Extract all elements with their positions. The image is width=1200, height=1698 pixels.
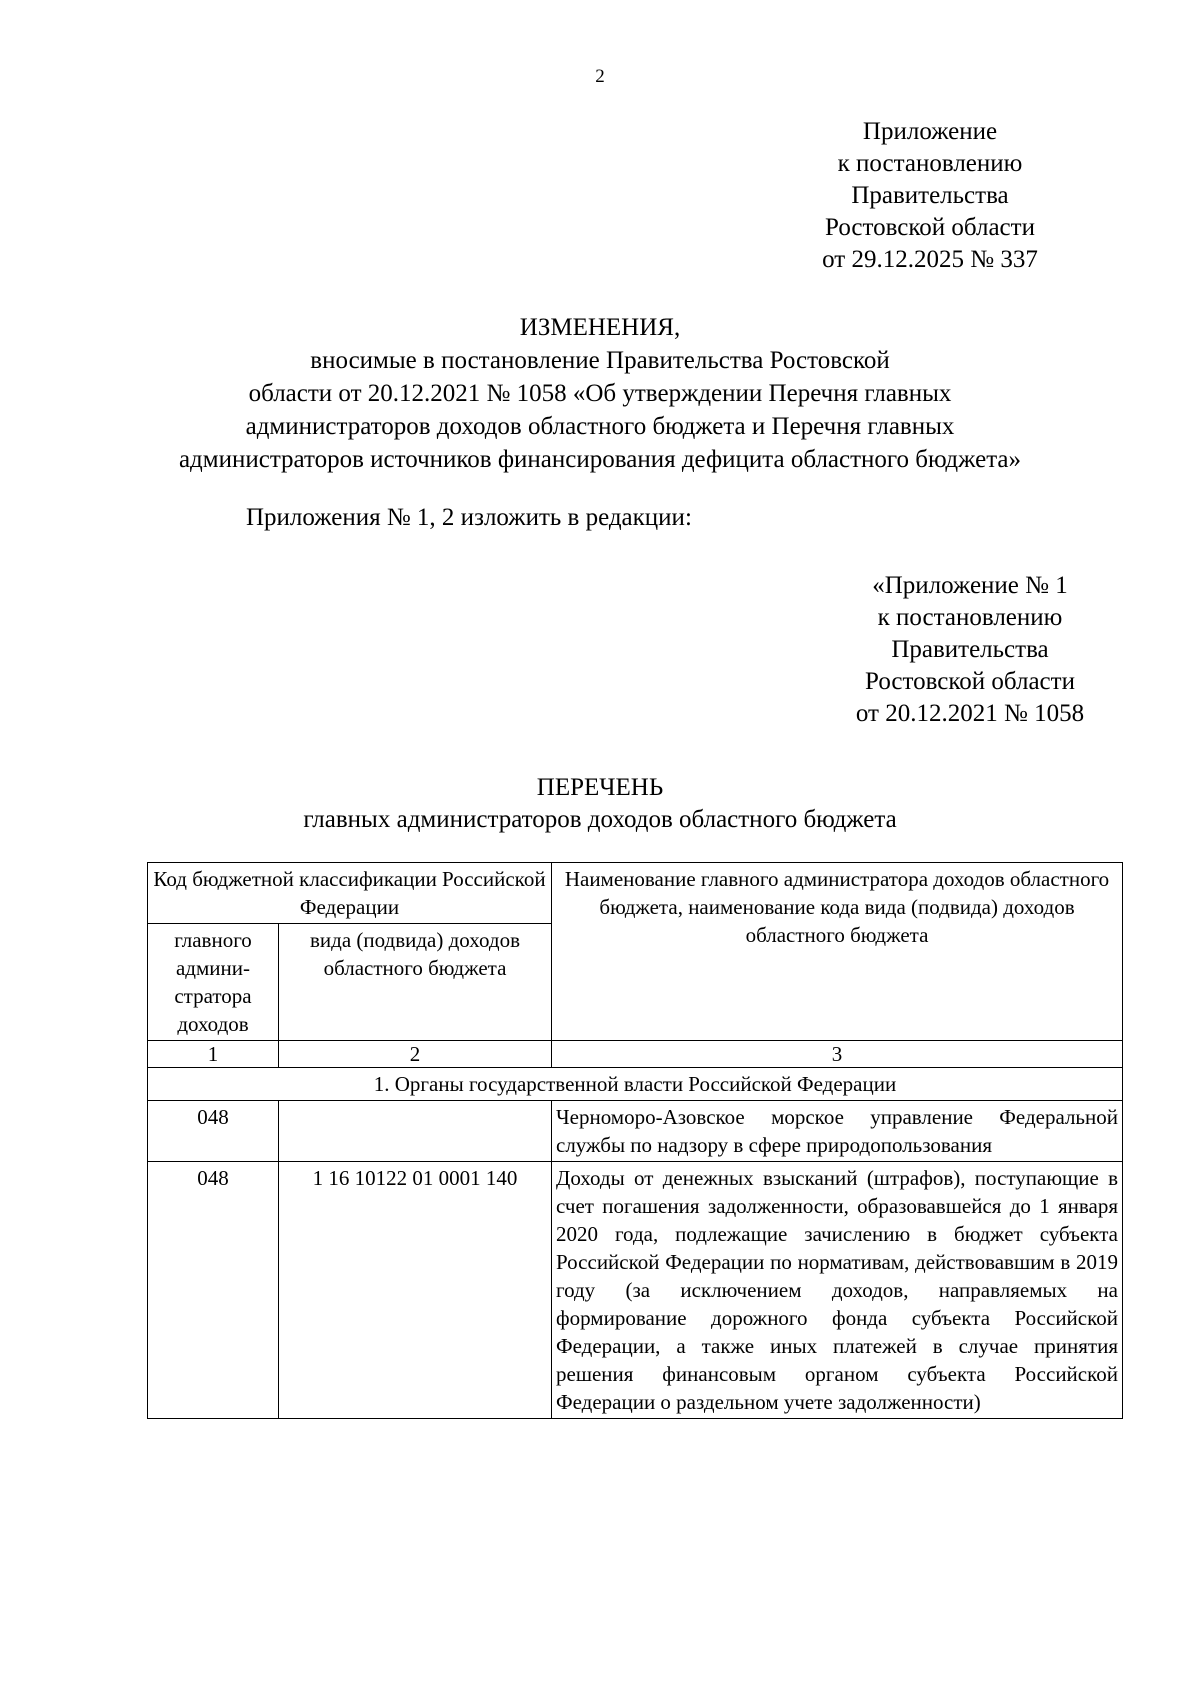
header-revenue-type-code: вида (подвида) доходов областного бюджета (279, 924, 552, 1041)
name-cell: Черноморо-Азовское морское управление Федеральной службы по надзору в сфере природопользования (552, 1101, 1123, 1162)
admin-code-cell: 048 (148, 1101, 279, 1162)
approval-stamp (780, 116, 1080, 276)
changes-line: вносимые в постановление Правительства Ростовской (310, 347, 890, 374)
admin-code-cell: 048 (148, 1162, 279, 1419)
column-number: 2 (279, 1041, 552, 1068)
changes-line: администраторов источников финансирования дефицита областного бюджета» (178, 446, 1022, 473)
approval-line: Ростовской области (825, 214, 1035, 241)
changes-line: администраторов доходов областного бюджета и Перечня главных (245, 413, 955, 440)
header-administrator-name: Наименование главного администратора доходов областного бюджета, наименование кода вида (подвида) доходов областного бюджета (552, 863, 1123, 1041)
changes-title: ИЗМЕНЕНИЯ, (519, 314, 681, 341)
page-number: 2 (595, 66, 605, 87)
appendix-line: к постановлению (877, 604, 1063, 631)
header-budget-classification: Код бюджетной классификации Российской Федерации (148, 863, 552, 924)
name-cell: Доходы от денежных взысканий (штрафов), поступающие в счет погашения задолженности, образовавшейся до 1 января 2020 года, подлежащие зачислению в бюджет субъекта Российской Федерации по нормативам, действовавшим в 2019 году (за исключением доходов, направляемых на формирование дорожного фонда субъекта Российской Федерации, а также иных платежей в случае принятия решения финансовым органом субъекта Российской Федерации о раздельном учете задолженности) (552, 1162, 1123, 1419)
table-row (148, 1101, 1123, 1162)
appendix-line: Правительства (891, 636, 1049, 663)
appendix-header (820, 570, 1120, 730)
changes-body (150, 344, 1050, 476)
table-row (148, 1162, 1123, 1419)
appendix-line: «Приложение № 1 (872, 572, 1068, 599)
list-title: ПЕРЕЧЕНЬ (536, 774, 664, 801)
column-number: 1 (148, 1041, 279, 1068)
revenue-code-cell (279, 1101, 552, 1162)
section-heading: 1. Органы государственной власти Российской Федерации (148, 1068, 1123, 1101)
header-admin-code: главного админи-стратора доходов (148, 924, 279, 1041)
revenue-code-cell: 1 16 10122 01 0001 140 (279, 1162, 552, 1419)
approval-line: к постановлению (837, 150, 1023, 177)
changes-line: области от 20.12.2021 № 1058 «Об утверждении Перечня главных (248, 380, 952, 407)
approval-line: Приложение (862, 118, 998, 145)
instruction-text: Приложения № 1, 2 изложить в редакции: (246, 504, 692, 531)
approval-line: от 29.12.2025 № 337 (822, 246, 1038, 273)
approval-line: Правительства (851, 182, 1009, 209)
column-number: 3 (552, 1041, 1123, 1068)
appendix-line: Ростовской области (865, 668, 1075, 695)
list-subtitle: главных администраторов доходов областного бюджета (303, 806, 897, 833)
revenue-administrators-table (147, 862, 1123, 1419)
appendix-line: от 20.12.2021 № 1058 (855, 700, 1085, 727)
